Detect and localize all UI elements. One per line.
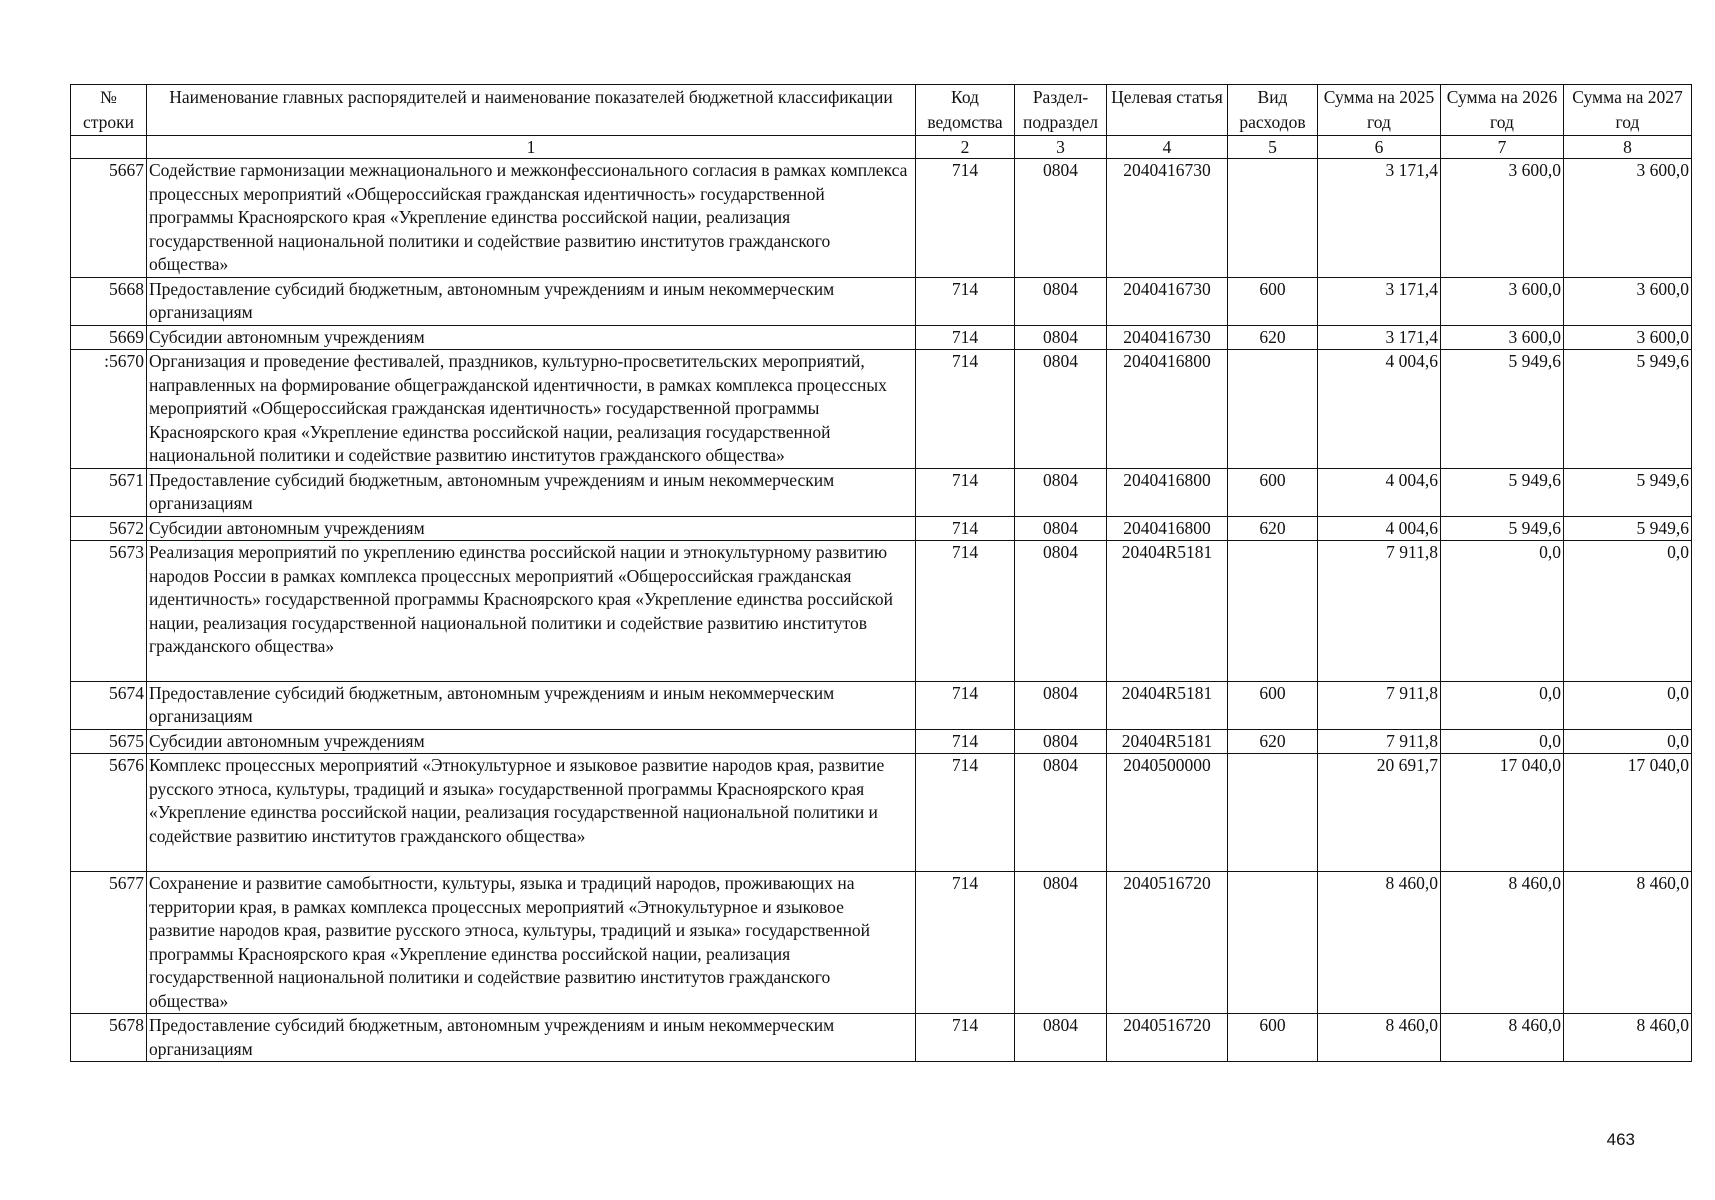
row-expense-type: 600 <box>1228 1014 1318 1062</box>
row-section: 0804 <box>1015 729 1107 754</box>
row-section: 0804 <box>1015 325 1107 350</box>
row-expense-type: 620 <box>1228 729 1318 754</box>
row-article: 2040416730 <box>1107 325 1228 350</box>
row-section: 0804 <box>1015 541 1107 682</box>
column-number: 4 <box>1107 136 1228 159</box>
row-name: Сохранение и развитие самобытности, культуры, языка и традиций народов, проживающих на территории края, в рамках комплекса процессных мероприятий «Этнокультурное и языковое развитие народов края, развитие русского этноса, культуры, традиций и языка» государственной программы Красноярского края «Укрепление единства российской нации, реализация государственной национальной политики и содействие развитию институтов гражданского общества» <box>147 872 916 1014</box>
row-article: 2040516720 <box>1107 1014 1228 1062</box>
row-article: 20404R5181 <box>1107 681 1228 729</box>
row-article: 2040416800 <box>1107 516 1228 541</box>
column-number: 2 <box>916 136 1015 159</box>
row-dept-code: 714 <box>916 350 1015 469</box>
row-sum-2025: 7 911,8 <box>1318 681 1441 729</box>
row-sum-2025: 20 691,7 <box>1318 754 1441 872</box>
header-sum-2025: Сумма на 2025 год <box>1318 85 1441 136</box>
row-name: Комплекс процессных мероприятий «Этнокультурное и языковое развитие народов края, развитие русского этноса, культуры, традиций и языка» государственной программы Красноярского края «Укрепление единства российской нации, реализация государственной национальной политики и содействие развитию институтов гражданского общества» <box>147 754 916 872</box>
column-number: 5 <box>1228 136 1318 159</box>
row-number: 5674 <box>71 681 147 729</box>
row-sum-2027: 3 600,0 <box>1564 159 1692 278</box>
row-section: 0804 <box>1015 468 1107 516</box>
row-article: 2040500000 <box>1107 754 1228 872</box>
row-sum-2025: 7 911,8 <box>1318 541 1441 682</box>
row-number: :5670 <box>71 350 147 469</box>
row-expense-type <box>1228 541 1318 682</box>
row-article: 2040416800 <box>1107 468 1228 516</box>
row-sum-2027: 8 460,0 <box>1564 1014 1692 1062</box>
row-number: 5676 <box>71 754 147 872</box>
row-name: Предоставление субсидий бюджетным, автономным учреждениям и иным некоммерческим организациям <box>147 1014 916 1062</box>
row-number: 5672 <box>71 516 147 541</box>
row-number: 5667 <box>71 159 147 278</box>
row-name: Предоставление субсидий бюджетным, автономным учреждениям и иным некоммерческим организациям <box>147 277 916 325</box>
row-sum-2027: 5 949,6 <box>1564 516 1692 541</box>
row-sum-2026: 3 600,0 <box>1441 325 1564 350</box>
row-sum-2025: 4 004,6 <box>1318 468 1441 516</box>
row-sum-2026: 8 460,0 <box>1441 872 1564 1014</box>
column-number: 8 <box>1564 136 1692 159</box>
table-row <box>71 754 1692 872</box>
row-name: Предоставление субсидий бюджетным, автономным учреждениям и иным некоммерческим организациям <box>147 681 916 729</box>
table-row <box>71 325 1692 350</box>
row-section: 0804 <box>1015 516 1107 541</box>
column-number: 7 <box>1441 136 1564 159</box>
row-sum-2026: 5 949,6 <box>1441 516 1564 541</box>
row-dept-code: 714 <box>916 729 1015 754</box>
row-dept-code: 714 <box>916 325 1015 350</box>
row-dept-code: 714 <box>916 1014 1015 1062</box>
table-row <box>71 277 1692 325</box>
row-section: 0804 <box>1015 872 1107 1014</box>
row-dept-code: 714 <box>916 468 1015 516</box>
row-expense-type: 620 <box>1228 325 1318 350</box>
row-sum-2025: 3 171,4 <box>1318 325 1441 350</box>
row-name: Субсидии автономным учреждениям <box>147 516 916 541</box>
row-sum-2027: 0,0 <box>1564 729 1692 754</box>
row-number: 5677 <box>71 872 147 1014</box>
table-row <box>71 159 1692 278</box>
row-section: 0804 <box>1015 1014 1107 1062</box>
row-sum-2025: 8 460,0 <box>1318 872 1441 1014</box>
row-sum-2027: 8 460,0 <box>1564 872 1692 1014</box>
table-row <box>71 1014 1692 1062</box>
row-number: 5678 <box>71 1014 147 1062</box>
row-section: 0804 <box>1015 350 1107 469</box>
header-expense-type: Вид расходов <box>1228 85 1318 136</box>
row-sum-2025: 3 171,4 <box>1318 277 1441 325</box>
row-number: 5673 <box>71 541 147 682</box>
row-sum-2026: 3 600,0 <box>1441 277 1564 325</box>
row-expense-type: 620 <box>1228 516 1318 541</box>
row-name: Субсидии автономным учреждениям <box>147 325 916 350</box>
page-number: 463 <box>1606 1130 1635 1149</box>
budget-table <box>70 84 1692 1062</box>
row-sum-2027: 0,0 <box>1564 681 1692 729</box>
row-sum-2026: 8 460,0 <box>1441 1014 1564 1062</box>
row-expense-type: 600 <box>1228 468 1318 516</box>
row-sum-2025: 4 004,6 <box>1318 350 1441 469</box>
row-dept-code: 714 <box>916 159 1015 278</box>
row-expense-type <box>1228 159 1318 278</box>
row-dept-code: 714 <box>916 681 1015 729</box>
row-article: 2040416730 <box>1107 277 1228 325</box>
row-section: 0804 <box>1015 277 1107 325</box>
table-row <box>71 872 1692 1014</box>
row-sum-2026: 5 949,6 <box>1441 350 1564 469</box>
row-article: 2040416730 <box>1107 159 1228 278</box>
header-section: Раздел-подраздел <box>1015 85 1107 136</box>
row-sum-2027: 0,0 <box>1564 541 1692 682</box>
header-sum-2026: Сумма на 2026 год <box>1441 85 1564 136</box>
table-row <box>71 516 1692 541</box>
table-row <box>71 681 1692 729</box>
row-name: Предоставление субсидий бюджетным, автономным учреждениям и иным некоммерческим организациям <box>147 468 916 516</box>
row-number: 5671 <box>71 468 147 516</box>
row-section: 0804 <box>1015 159 1107 278</box>
column-number: 1 <box>147 136 916 159</box>
row-sum-2027: 5 949,6 <box>1564 468 1692 516</box>
row-expense-type: 600 <box>1228 681 1318 729</box>
table-row <box>71 468 1692 516</box>
row-dept-code: 714 <box>916 516 1015 541</box>
row-section: 0804 <box>1015 754 1107 872</box>
row-sum-2026: 5 949,6 <box>1441 468 1564 516</box>
row-expense-type <box>1228 350 1318 469</box>
row-dept-code: 714 <box>916 754 1015 872</box>
budget-sheet <box>70 84 1691 1062</box>
row-sum-2025: 3 171,4 <box>1318 159 1441 278</box>
row-sum-2026: 0,0 <box>1441 681 1564 729</box>
row-expense-type <box>1228 872 1318 1014</box>
row-name: Организация и проведение фестивалей, праздников, культурно-просветительских мероприятий, направленных на формирование общегражданской идентичности, в рамках комплекса процессных мероприятий «Общероссийская гражданская идентичность» государственной программы Красноярского края «Укрепление единства российской нации, реализация государственной национальной политики и содействие развитию институтов гражданского общества» <box>147 350 916 469</box>
column-number: 6 <box>1318 136 1441 159</box>
row-number: 5675 <box>71 729 147 754</box>
row-name: Субсидии автономным учреждениям <box>147 729 916 754</box>
table-row <box>71 541 1692 682</box>
row-sum-2027: 3 600,0 <box>1564 325 1692 350</box>
header-row <box>71 85 1692 136</box>
row-sum-2027: 5 949,6 <box>1564 350 1692 469</box>
row-sum-2027: 3 600,0 <box>1564 277 1692 325</box>
row-section: 0804 <box>1015 681 1107 729</box>
row-dept-code: 714 <box>916 872 1015 1014</box>
row-sum-2025: 8 460,0 <box>1318 1014 1441 1062</box>
row-name: Содействие гармонизации межнационального и межконфессионального согласия в рамках комплекса процессных мероприятий «Общероссийская гражданская идентичность» государственной программы Красноярского края «Укрепление единства российской нации, реализация государственной национальной политики и содействие развитию институтов гражданского общества» <box>147 159 916 278</box>
header-name: Наименование главных распорядителей и наименование показателей бюджетной классификации <box>147 85 916 136</box>
column-number-row <box>71 136 1692 159</box>
column-number: 3 <box>1015 136 1107 159</box>
table-row <box>71 729 1692 754</box>
row-dept-code: 714 <box>916 541 1015 682</box>
column-number <box>71 136 147 159</box>
row-sum-2025: 4 004,6 <box>1318 516 1441 541</box>
row-number: 5668 <box>71 277 147 325</box>
row-article: 20404R5181 <box>1107 541 1228 682</box>
row-expense-type: 600 <box>1228 277 1318 325</box>
header-article: Целевая статья <box>1107 85 1228 136</box>
row-sum-2027: 17 040,0 <box>1564 754 1692 872</box>
row-number: 5669 <box>71 325 147 350</box>
row-sum-2026: 3 600,0 <box>1441 159 1564 278</box>
row-sum-2026: 17 040,0 <box>1441 754 1564 872</box>
row-article: 2040416800 <box>1107 350 1228 469</box>
header-row-no: № строки <box>71 85 147 136</box>
row-article: 20404R5181 <box>1107 729 1228 754</box>
table-body <box>71 159 1692 1062</box>
row-expense-type <box>1228 754 1318 872</box>
row-sum-2026: 0,0 <box>1441 541 1564 682</box>
row-name: Реализация мероприятий по укреплению единства российской нации и этнокультурному развитию народов России в рамках комплекса процессных мероприятий «Общероссийская гражданская идентичность» государственной программы Красноярского края «Укрепление единства российской нации, реализация государственной национальной политики и содействие развитию институтов гражданского общества» <box>147 541 916 682</box>
table-row <box>71 350 1692 469</box>
row-dept-code: 714 <box>916 277 1015 325</box>
row-sum-2025: 7 911,8 <box>1318 729 1441 754</box>
header-sum-2027: Сумма на 2027 год <box>1564 85 1692 136</box>
row-sum-2026: 0,0 <box>1441 729 1564 754</box>
row-article: 2040516720 <box>1107 872 1228 1014</box>
header-dept-code: Код ведомства <box>916 85 1015 136</box>
